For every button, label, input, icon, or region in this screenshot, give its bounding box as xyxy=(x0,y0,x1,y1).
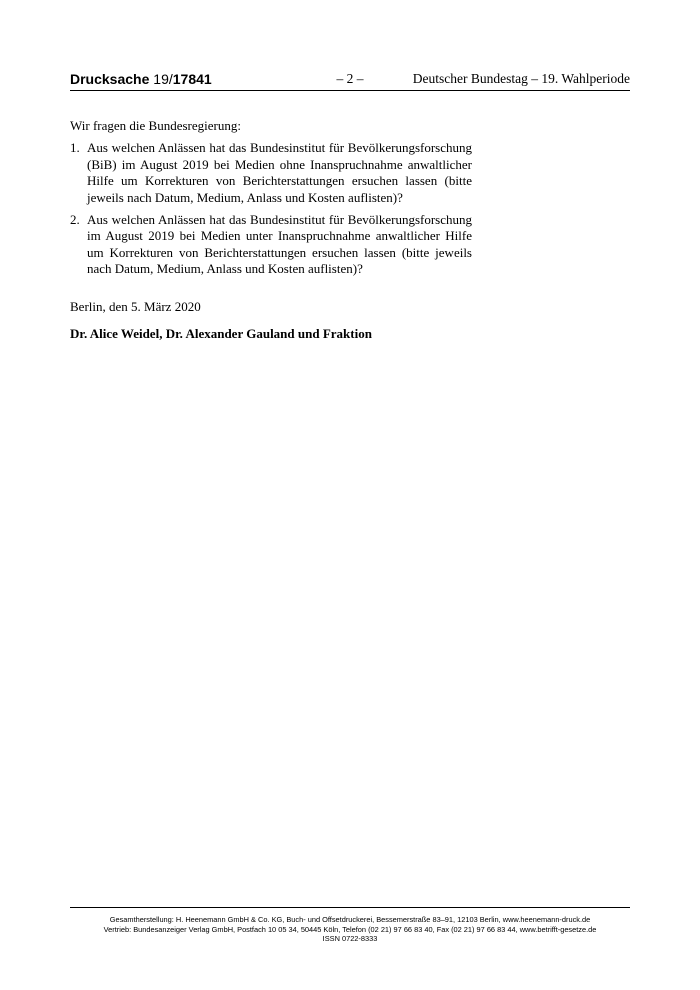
question-list xyxy=(70,140,472,277)
document-body xyxy=(70,118,472,342)
question-text: Aus welchen Anlässen hat das Bundesinstitut für Bevölkerungsforschung (BiB) im August 2019 bei Medien ohne Inanspruchnahme anwaltlicher Hilfe um Korrekturen von Berichterstattungen ersuchen lassen (bitte jeweils nach Datum, Medium, Anlass und Kosten auflisten)? xyxy=(87,140,472,205)
page-footer xyxy=(70,907,630,944)
footer-printer-line: Gesamtherstellung: H. Heenemann GmbH & Co. KG, Buch- und Offsetdruckerei, Bessemerstraße 83–91, 12103 Berlin, www.heenemann-druck.de xyxy=(109,915,591,924)
question-number: 1. xyxy=(70,140,80,156)
parliament-period: Deutscher Bundestag – 19. Wahlperiode xyxy=(412,71,630,86)
intro-text: Wir fragen die Bundesregierung: xyxy=(70,118,241,133)
question-item xyxy=(70,140,472,206)
footer-issn: ISSN 0722-8333 xyxy=(322,934,378,944)
place-date: Berlin, den 5. März 2020 xyxy=(70,298,201,314)
doc-period: 19/ xyxy=(153,71,173,87)
question-number: 2. xyxy=(70,212,80,228)
question-text: Aus welchen Anlässen hat das Bundesinstitut für Bevölkerungsforschung im August 2019 bei Medien unter Inanspruchnahme anwaltlicher Hilfe um Korrekturen von Berichterstattungen ersuchen lassen (bitte jeweils nach Datum, Medium, Anlass und Kosten auflisten)? xyxy=(87,212,472,277)
doc-label: Drucksache xyxy=(70,71,150,87)
page-number: – 2 – xyxy=(336,71,364,86)
signatories: Dr. Alice Weidel, Dr. Alexander Gauland und Fraktion xyxy=(70,326,372,342)
question-item xyxy=(70,212,472,278)
footer-distribution-line: Vertrieb: Bundesanzeiger Verlag GmbH, Postfach 10 05 34, 50445 Köln, Telefon (02 21) 97 66 83 40, Fax (02 21) 97 66 83 44, www.betrifft-gesetze.de xyxy=(103,924,597,934)
doc-number: 17841 xyxy=(172,71,212,87)
page-header xyxy=(70,70,630,91)
